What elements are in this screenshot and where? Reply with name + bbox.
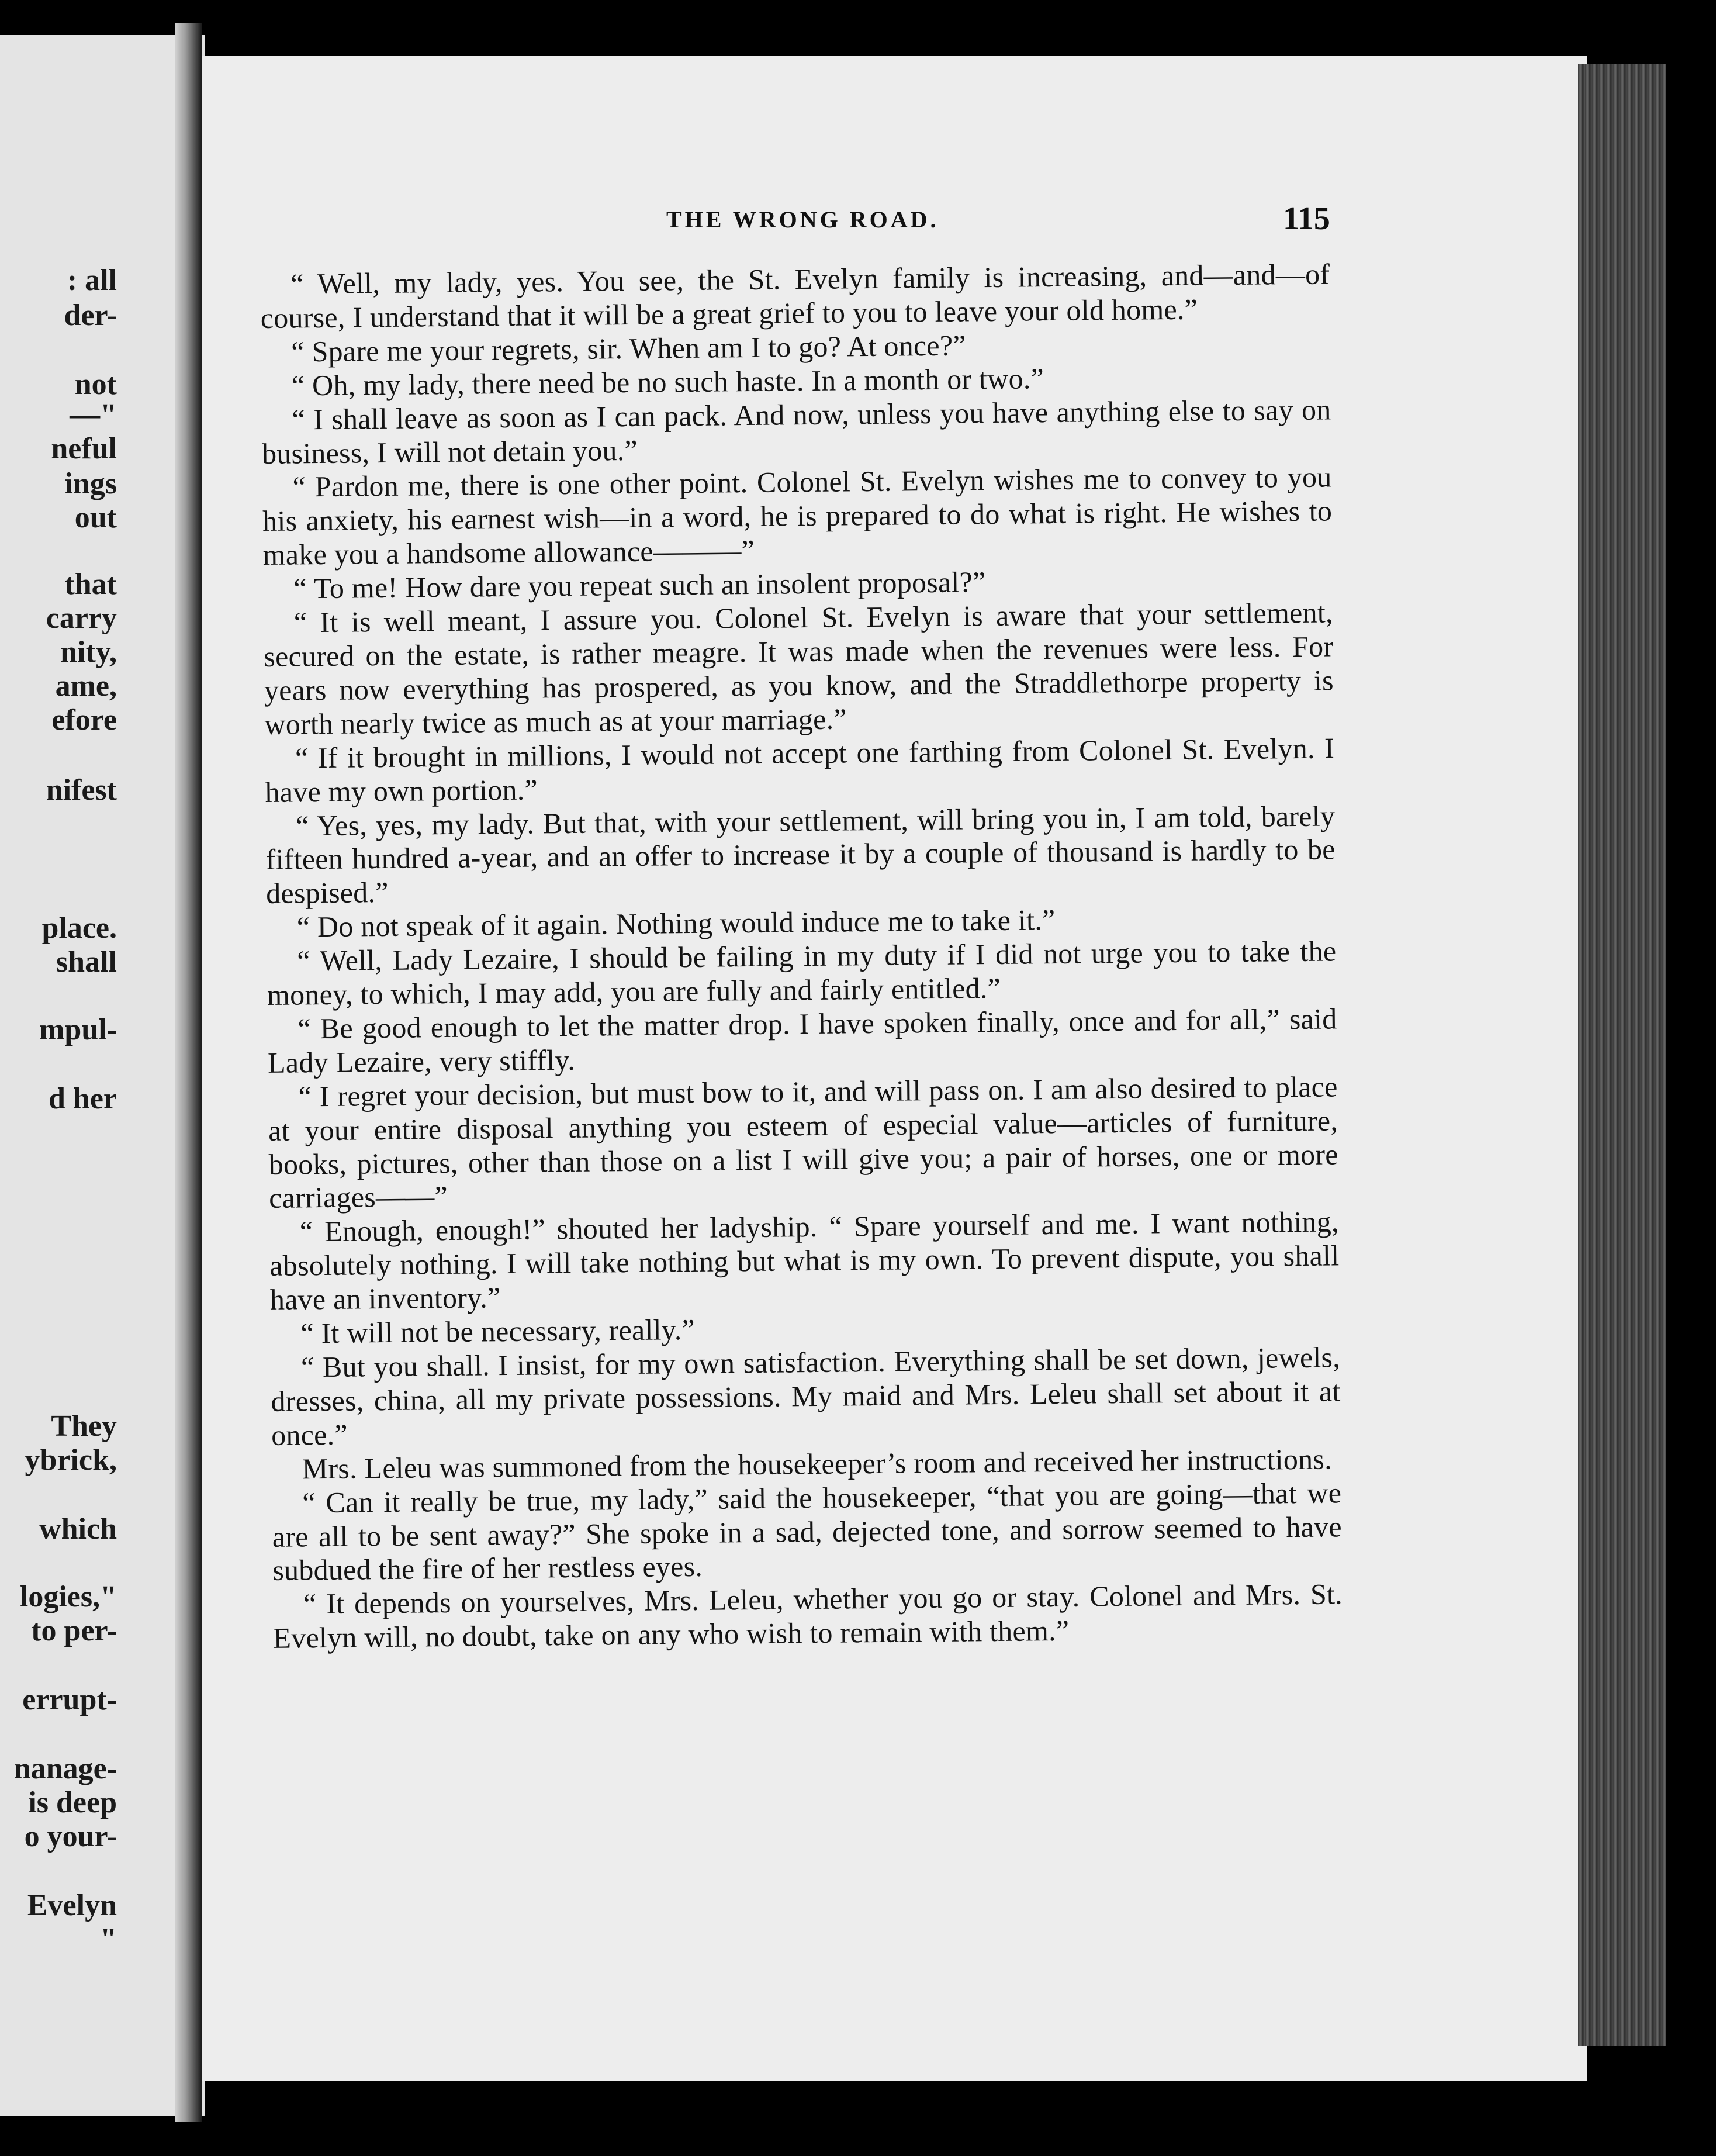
book-gutter <box>175 23 202 2122</box>
left-page-fragment: : all <box>67 264 117 297</box>
paragraph: “ It will not be necessary, really.” <box>300 1313 696 1350</box>
paragraph: Mrs. Leleu was summoned from the housekeeper’s room and received her instructions. <box>302 1442 1333 1485</box>
left-page-fragment: that <box>64 568 117 601</box>
paragraph: “ I regret your decision, but must bow to it, and will pass on. I am also desired to place at your entire disposal anything you esteem of especial value—articles of furniture, books, pictures, other than those on a list I will give you; a pair of horses, one or more carriages——” <box>268 1070 1338 1215</box>
left-page-fragment: carry <box>46 602 117 635</box>
paragraph: “ But you shall. I insist, for my own satisfaction. Everything shall be set down, jewels, dresses, china, all my private possessions. My maid and Mrs. Leleu shall set about it at once.” <box>271 1340 1341 1452</box>
body-text <box>260 257 1347 2009</box>
paragraph: “ Enough, enough!” shouted her ladyship. “ Spare yourself and me. I want nothing, absolutely nothing. I will take nothing but what is my own. To prevent dispute, you shall have an inventory.” <box>269 1205 1340 1317</box>
left-page-fragment: place. <box>41 911 117 945</box>
left-page-fragment: They <box>51 1409 117 1443</box>
left-page-fragment: Evelyn <box>27 1889 117 1922</box>
paragraph: “ Do not speak of it again. Nothing would induce me to take it.” <box>296 903 1056 944</box>
left-page-fragment: shall <box>56 945 117 979</box>
left-page-fragment: " <box>100 1923 117 1956</box>
paragraph: “ Spare me your regrets, sir. When am I to go? At once?” <box>291 329 966 368</box>
left-page-fragment: efore <box>51 703 117 737</box>
paragraph: “ It depends on yourselves, Mrs. Leleu, whether you go or stay. Colonel and Mrs. St. Evelyn will, no doubt, take on any who wish to remain with them.” <box>273 1577 1343 1655</box>
left-page-fragment: der- <box>64 299 117 332</box>
paragraph: “ Can it really be true, my lady,” said the housekeeper, “that you are going—that we are all to be sent away?” She spoke in a sad, dejected tone, and sorrow seemed to have subdued the fire of her restless eyes. <box>272 1476 1343 1587</box>
left-page-fragment: nity, <box>60 635 117 669</box>
paragraph: “ I shall leave as soon as I can pack. And now, unless you have anything else to say on business, I will not detain you.” <box>261 393 1331 470</box>
left-page-fragment: out <box>74 501 117 534</box>
page-number: 115 <box>1283 201 1330 237</box>
paragraph: “ It is well meant, I assure you. Colonel St. Evelyn is aware that your settlement, secured on the estate, is rather meagre. It was made when the revenues were less. For years now everything has prospered, as you know, and the Straddlethorpe property is worth nearly twice as much as at your marriage.” <box>264 596 1334 741</box>
left-page-fragment: ybrick, <box>25 1443 117 1477</box>
left-page-fragment: logies," <box>19 1580 117 1613</box>
left-page-fragment: ings <box>64 467 117 500</box>
running-header: THE WRONG ROAD. <box>666 206 939 233</box>
left-page-fragment: not <box>74 368 117 401</box>
paragraph: “ If it brought in millions, I would not accept one farthing from Colonel St. Evelyn. I have my own portion.” <box>265 731 1335 809</box>
paragraph: “ To me! How dare you repeat such an insolent proposal?” <box>293 565 986 605</box>
page-edges <box>1578 64 1666 2046</box>
left-page-fragment: to per- <box>31 1614 117 1647</box>
left-page-fragment: o your- <box>24 1820 117 1853</box>
left-page-fragment: which <box>39 1512 117 1546</box>
left-page-fragment: errupt- <box>22 1683 117 1716</box>
left-page-fragment: nifest <box>46 773 117 807</box>
left-page-fragment: ame, <box>55 669 117 703</box>
left-page-fragment: nanage- <box>13 1752 117 1785</box>
paragraph: “ Pardon me, there is one other point. Colonel St. Evelyn wishes me to convey to you his anxiety, his earnest wish—in a word, he is prepared to do what is right. He wishes to make you a handsome allowance———” <box>262 460 1333 572</box>
left-page-fragment: —" <box>70 398 117 431</box>
paragraph: “ Be good enough to let the matter drop. I have spoken finally, once and for all,” said Lady Lezaire, very stiffly. <box>267 1002 1337 1079</box>
left-page-fragment: is deep <box>28 1786 117 1819</box>
left-page-fragment: d her <box>49 1082 117 1115</box>
paragraph: “ Oh, my lady, there need be no such haste. In a month or two.” <box>291 361 1044 402</box>
paragraph: “ Well, my lady, yes. You see, the St. Evelyn family is increasing, and—and—of course, I understand that it will be a great grief to you to leave your old home.” <box>260 257 1330 334</box>
paragraph: “ Well, Lady Lezaire, I should be failing in my duty if I did not urge you to take the money, to which, I may add, you are fully and fairly entitled.” <box>267 934 1337 1011</box>
paragraph: “ Yes, yes, my lady. But that, with your settlement, will bring you in, I am told, barely fifteen hundred a-year, and an offer to increase it by a couple of thousand is hardly to be despised.” <box>265 799 1336 910</box>
left-page-fragment: neful <box>51 432 117 465</box>
facing-page-left <box>0 35 205 2116</box>
left-page-fragment: mpul- <box>39 1013 117 1046</box>
